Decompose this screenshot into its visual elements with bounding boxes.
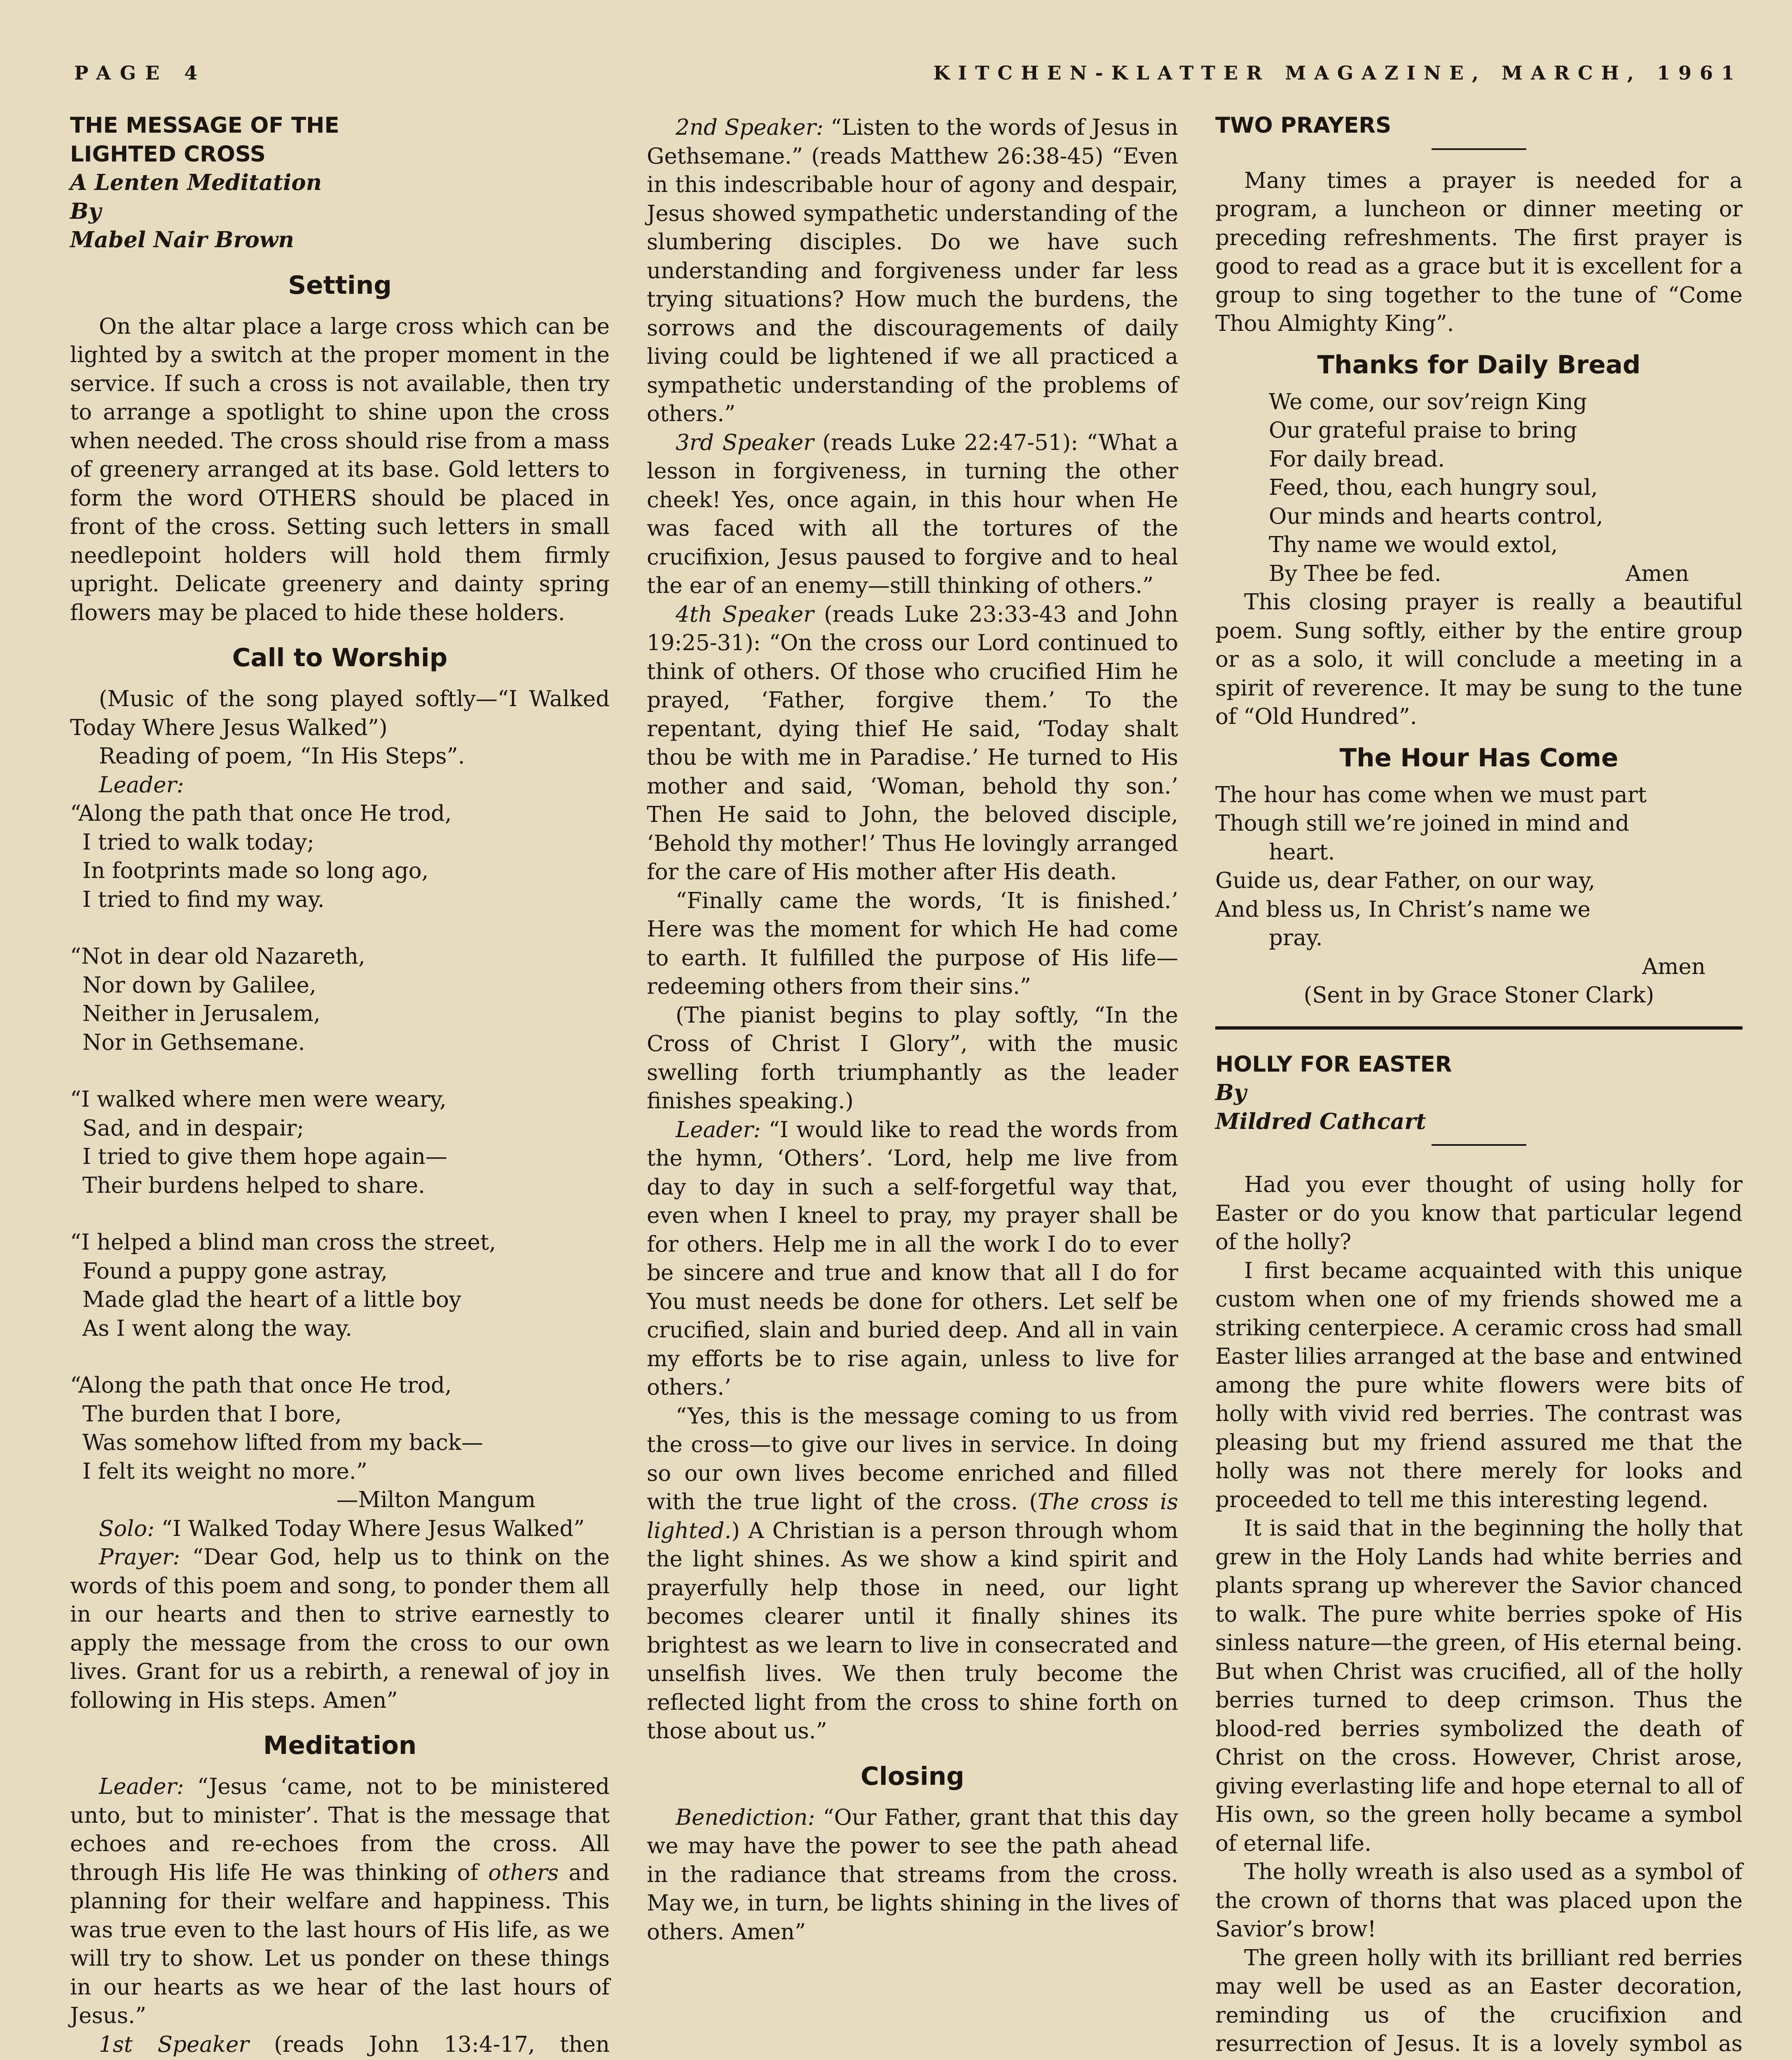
- column-1: [70, 111, 610, 2060]
- poem-line: “I walked where men were weary,: [70, 1087, 447, 1112]
- poem-line: Neither in Jerusalem,: [82, 1001, 321, 1026]
- verse-line: Thy name we would extol,: [1269, 532, 1558, 557]
- verse-line: Our grateful praise to bring: [1269, 418, 1577, 443]
- poem-line: “Not in dear old Nazareth,: [70, 944, 365, 969]
- column-2: [647, 113, 1178, 1946]
- speaker4-paragraph: 4th Speaker (reads Luke 23:33-43 and John 19:25-31): “On the cross our Lord continued to think of others. Of those who crucified Him he prayed, ‘Father, forgive them.’ To the repentant, dying thief He said, ‘Today shalt thou be with me in Paradise.’ He turned to His mother and said, ‘Woman, behold thy son.’ Then He said to John, the beloved disciple, ‘Behold thy mother!’ Thus He lovingly arranged for the care of His mother after His death.: [647, 602, 1178, 885]
- verse-line: Our minds and hearts control,: [1269, 503, 1603, 529]
- meditation-heading: Meditation: [263, 1731, 417, 1760]
- poem-line: As I went along the way.: [82, 1316, 352, 1341]
- prayer-paragraph: Prayer: “Dear God, help us to think on the words of this poem and song, to ponder them all in our hearts and then to strive earnestly to apply the message from the cross to our own lives. Grant for us a rebirth, a renewal of joy in following in His steps. Amen”: [70, 1545, 610, 1713]
- poem-line: The burden that I bore,: [82, 1401, 342, 1427]
- title-rule: [1432, 148, 1526, 150]
- verse-line: The hour has come when we must part: [1215, 782, 1647, 808]
- pianist-paragraph: (The pianist begins to play softly, “In the Cross of Christ I Glory”, with the music swelling forth triumphantly as the leader finishes speaking.): [647, 1002, 1178, 1114]
- prayer1-heading: Thanks for Daily Bread: [1317, 350, 1641, 379]
- amen: Amen: [1625, 561, 1689, 586]
- verse-line: Feed, thou, each hungry soul,: [1269, 475, 1598, 500]
- setting-heading: Setting: [288, 270, 392, 300]
- prayer1-verse: [1215, 388, 1743, 588]
- verse-line: We come, our sov’reign King: [1269, 389, 1587, 414]
- verse-line: heart.: [1269, 839, 1335, 865]
- poem-attribution: —Milton Mangum: [336, 1487, 536, 1512]
- poem-line: Nor in Gethsemane.: [82, 1030, 305, 1055]
- speaker3-paragraph: 3rd Speaker (reads Luke 22:47-51): “What a lesson in forgiveness, in turning the other cheek! Yes, once again, in this hour when He was faced with all the tortures of the crucifixion, Jesus paused to forgive and to heal the ear of an enemy—still thinking of others.”: [647, 430, 1178, 598]
- poem-line: “I helped a blind man cross the street,: [70, 1230, 496, 1255]
- leader-label: Leader:: [99, 772, 184, 798]
- worship-reading: Reading of poem, “In His Steps”.: [99, 744, 465, 769]
- poem-line: I tried to give them hope again—: [82, 1144, 447, 1169]
- call-to-worship-heading: Call to Worship: [232, 643, 448, 672]
- poem-stanza: [70, 1371, 610, 1486]
- setting-paragraph: On the altar place a large cross which can be lighted by a switch at the proper moment in the service. If such a cross is not available, then try to arrange a spotlight to shine upon the cross when needed. The cross should rise from a mass of greenery arranged at its base. Gold letters to form the word OTHERS should be placed in front of the cross. Setting such letters in small needlepoint holders will hold them firmly upright. Delicate greenery and dainty spring flowers may be placed to hide these holders.: [70, 314, 610, 625]
- poem-line: “Along the path that once He trod,: [70, 1373, 452, 1398]
- holly-paragraph: Had you ever thought of using holly for Easter or do you know that particular legend of the holly?: [1215, 1172, 1743, 1255]
- holly-by-label: By: [1215, 1080, 1247, 1105]
- poem-line: Found a puppy gone astray,: [82, 1258, 388, 1284]
- column-3: [1215, 111, 1743, 2060]
- poem-stanza: [70, 1085, 610, 1200]
- speaker1-paragraph: 1st Speaker (reads John 13:4-17, then: [99, 2032, 610, 2057]
- message-paragraph: “Yes, this is the message coming to us from the cross—to give our lives in service. In doing so our own lives become enriched and filled with the true light of the cross. (The cross is lighted.) A Christian is a person through whom the light shines. As we show a kind spirit and prayerfully help those in need, our light becomes clearer until it finally shines its brightest as we learn to live in consecrated and unselfish lives. We then truly become the reflected light from the cross to shine forth on those about us.”: [647, 1403, 1178, 1744]
- masthead: KITCHEN-KLATTER MAGAZINE, MARCH, 1961: [933, 62, 1743, 84]
- holly-paragraph: The holly wreath is also used as a symbol of the crown of thorns that was placed upon the Savior’s brow!: [1215, 1859, 1743, 1942]
- poem-in-his-steps: [70, 799, 610, 1515]
- section-divider: [1215, 1026, 1743, 1030]
- holly-title: HOLLY FOR EASTER: [1215, 1051, 1452, 1077]
- article-title-line-1: THE MESSAGE OF THE: [70, 113, 339, 138]
- poem-line: Was somehow lifted from my back—: [82, 1430, 483, 1455]
- poem-line: Sad, and in despair;: [82, 1115, 304, 1141]
- poem-line: I tried to find my way.: [82, 887, 325, 912]
- by-label: By: [70, 198, 101, 224]
- finished-paragraph: “Finally came the words, ‘It is finished.’ Here was the moment for which He had come to earth. It fulfilled the purpose of His life—redeeming others from their sins.”: [647, 888, 1178, 999]
- poem-line: I felt its weight no more.”: [82, 1458, 367, 1484]
- poem-line: In footprints made so long ago,: [82, 858, 429, 883]
- verse-line: For daily bread.: [1269, 446, 1445, 472]
- meditation-leader-paragraph: Leader: “Jesus ‘came, not to be ministered unto, but to minister’. That is the message that echoes and re-echoes from the cross. All through His life He was thinking of others and planning for their welfare and happiness. This was true even to the last hours of His life, as we will try to show. Let us ponder on these things in our hearts as we hear of the last hours of Jesus.”: [70, 1774, 610, 2028]
- holly-paragraph: I first became acquainted with this unique custom when one of my friends showed me a striking centerpiece. A ceramic cross had small Easter lilies arranged at the base and entwined among the pure white flowers were bits of holly with vivid red berries. The contrast was pleasing but my friend assured me that the holly was not there merely for looks and proceeded to tell me this interesting legend.: [1215, 1258, 1743, 1512]
- amen: Amen: [1642, 954, 1705, 979]
- verse-line: Though still we’re joined in mind and: [1215, 811, 1630, 836]
- holly-paragraph: The green holly with its brilliant red berries may well be used as an Easter decoration, reminding us of the crucifixion and resurrection of Jesus. It is a lovely symbol as: [1215, 1945, 1743, 2056]
- speaker2-paragraph: 2nd Speaker: “Listen to the words of Jesus in Gethsemane.” (reads Matthew 26:38-45) “Even in this indescribable hour of agony and despair, Jesus showed sympathetic understanding of the slumbering disciples. Do we have such understanding and forgiveness under far less trying situations? How much the burdens, the sorrows and the discouragements of daily living could be lightened if we all practiced a sympathetic understanding of the problems of others.”: [647, 115, 1178, 426]
- worship-intro: (Music of the song played softly—“I Walked Today Where Jesus Walked”): [70, 686, 610, 740]
- prayer1-note: This closing prayer is really a beautiful poem. Sung softly, either by the entire group or as a solo, it will conclude a meeting in a spirit of reverence. It may be sung to the tune of “Old Hundred”.: [1215, 590, 1743, 729]
- two-prayers-intro: Many times a prayer is needed for a program, a luncheon or dinner meeting or preceding refreshments. The first prayer is good to read as a grace but it is excellent for a group to sing together to the tune of “Come Thou Almighty King”.: [1215, 168, 1743, 336]
- poem-stanza: [70, 1228, 610, 1343]
- page-number: PAGE 4: [74, 62, 207, 84]
- verse-line: pray.: [1269, 925, 1323, 950]
- prayer2-heading: The Hour Has Come: [1339, 743, 1619, 772]
- poem-line: Nor down by Galilee,: [82, 972, 316, 998]
- verse-line: By Thee be fed. Amen: [1269, 559, 1743, 588]
- article-subtitle: A Lenten Meditation: [70, 170, 322, 195]
- poem-line: Their burdens helped to share.: [82, 1173, 425, 1198]
- prayer2-credit: (Sent in by Grace Stoner Clark): [1303, 983, 1654, 1008]
- verse-line: Guide us, dear Father, on our way,: [1215, 868, 1595, 893]
- poem-stanza: [70, 799, 610, 914]
- solo-paragraph: Solo: “I Walked Today Where Jesus Walked”: [99, 1516, 585, 1541]
- two-prayers-title: TWO PRAYERS: [1215, 113, 1392, 138]
- verse-line: And bless us, In Christ’s name we: [1215, 897, 1591, 922]
- closing-heading: Closing: [861, 1761, 964, 1791]
- poem-stanza: [70, 942, 610, 1057]
- byline-rule: [1432, 1144, 1526, 1146]
- article-author: Mabel Nair Brown: [70, 227, 294, 253]
- benediction-paragraph: Benediction: “Our Father, grant that this day we may have the power to see the path ahead in the radiance that streams from the cross. May we, in turn, be lights shining in the lives of others. Amen”: [647, 1805, 1178, 1945]
- poem-line: I tried to walk today;: [82, 829, 314, 855]
- holly-author: Mildred Cathcart: [1215, 1108, 1426, 1134]
- poem-line: Made glad the heart of a little boy: [82, 1287, 461, 1312]
- leader-hymn-paragraph: Leader: “I would like to read the words from the hymn, ‘Others’. ‘Lord, help me live from day to day in such a self-forgetful way that, even when I kneel to pray, my prayer shall be for others. Help me in all the work I do to ever be sincere and true and know that all I do for You must needs be done for others. Let self be crucified, slain and buried deep. And all in vain my efforts be to rise again, unless to live for others.’: [647, 1117, 1178, 1400]
- holly-paragraph: It is said that in the beginning the holly that grew in the Holy Lands had white berries and plants sprang up wherever the Savior chanced to walk. The pure white berries spoke of His sinless nature—the green, of His eternal being. But when Christ was crucified, all of the holly berries turned to deep crimson. Thus the blood-red berries symbolized the death of Christ on the cross. However, Christ arose, giving everlasting life and hope eternal to all of His own, so the green holly became a symbol of eternal life.: [1215, 1516, 1743, 1856]
- article-title-line-2: LIGHTED CROSS: [70, 141, 266, 167]
- prayer2-verse: [1215, 781, 1743, 981]
- poem-line: “Along the path that once He trod,: [70, 801, 452, 826]
